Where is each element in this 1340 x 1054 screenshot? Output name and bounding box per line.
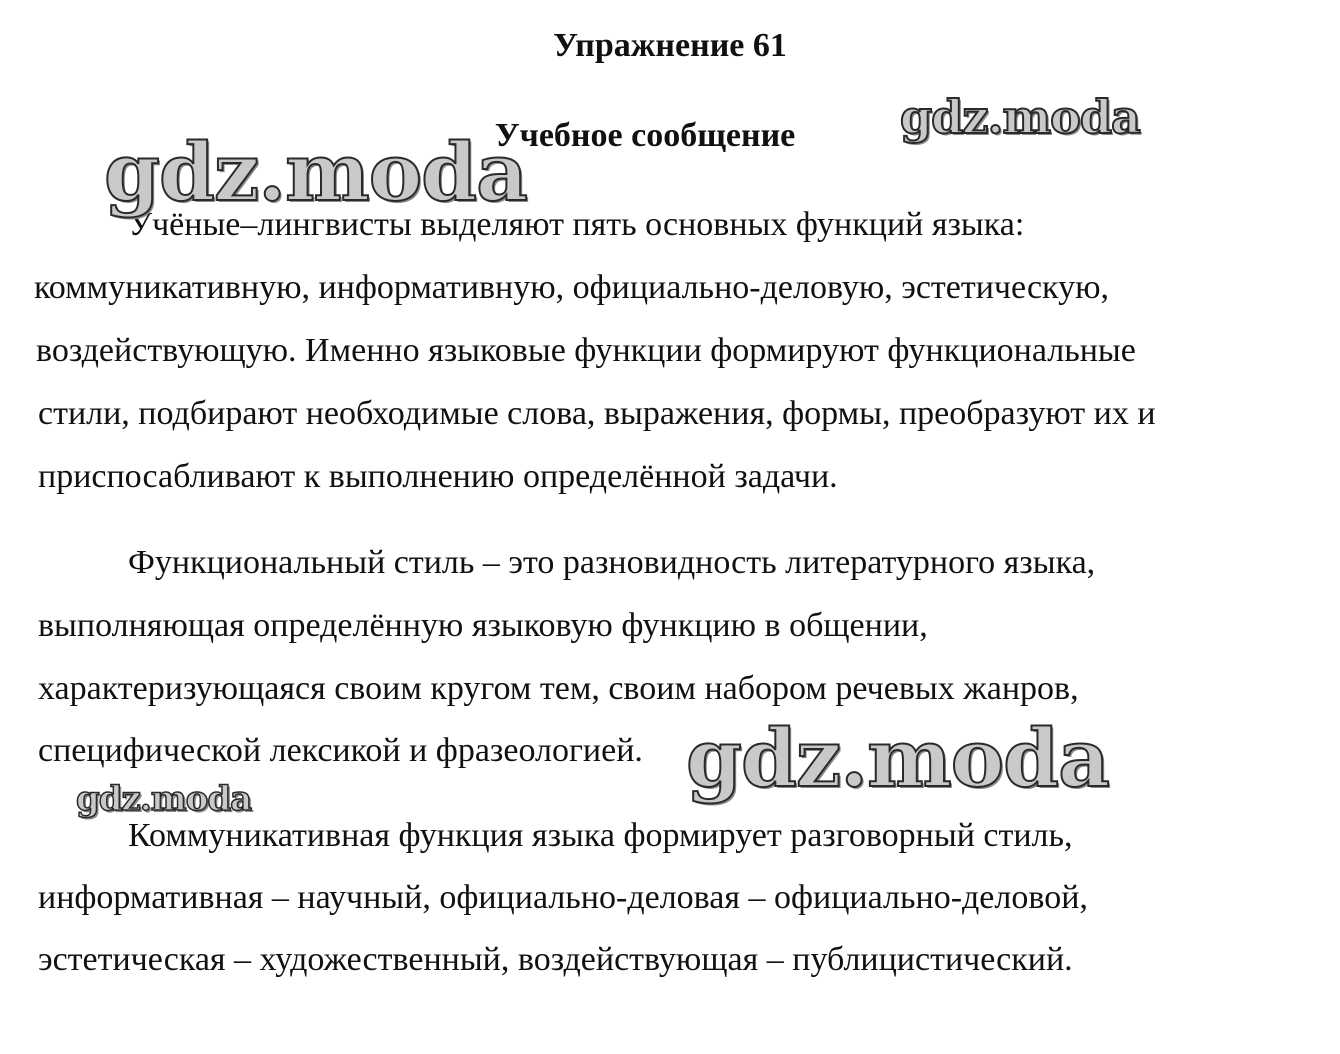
text-line: выполняющая определённую языковую функцию в общении, bbox=[38, 607, 928, 644]
subtitle: Учебное сообщение bbox=[494, 117, 796, 154]
watermark-top-right: gdz.moda bbox=[900, 90, 1140, 144]
text-line: специфической лексикой и фразеологией. bbox=[38, 732, 643, 769]
exercise-title: Упражнение 61 bbox=[553, 27, 787, 64]
text-line: характеризующаяся своим кругом тем, своим набором речевых жанров, bbox=[38, 670, 1079, 707]
text-line: Функциональный стиль – это разновидность литературного языка, bbox=[128, 544, 1096, 581]
watermark-small-left: gdz.moda bbox=[76, 779, 252, 819]
watermark-large-center: gdz.moda bbox=[686, 711, 1109, 805]
text-line: эстетическая – художественный, воздействующая – публицистический. bbox=[38, 941, 1073, 978]
text-line: Учёные–лингвисты выделяют пять основных функций языка: bbox=[128, 206, 1025, 243]
text-line: коммуникативную, информативную, официально-деловую, эстетическую, bbox=[34, 269, 1109, 306]
text-line: Коммуникативная функция языка формирует разговорный стиль, bbox=[128, 817, 1073, 854]
text-line: воздействующую. Именно языковые функции формируют функциональные bbox=[36, 332, 1136, 369]
watermark-large-left: gdz.moda bbox=[104, 125, 527, 219]
text-line: приспосабливают к выполнению определённой задачи. bbox=[38, 458, 838, 495]
text-line: стили, подбирают необходимые слова, выражения, формы, преобразуют их и bbox=[38, 395, 1156, 432]
text-line: информативная – научный, официально-деловая – официально-деловой, bbox=[38, 879, 1088, 916]
